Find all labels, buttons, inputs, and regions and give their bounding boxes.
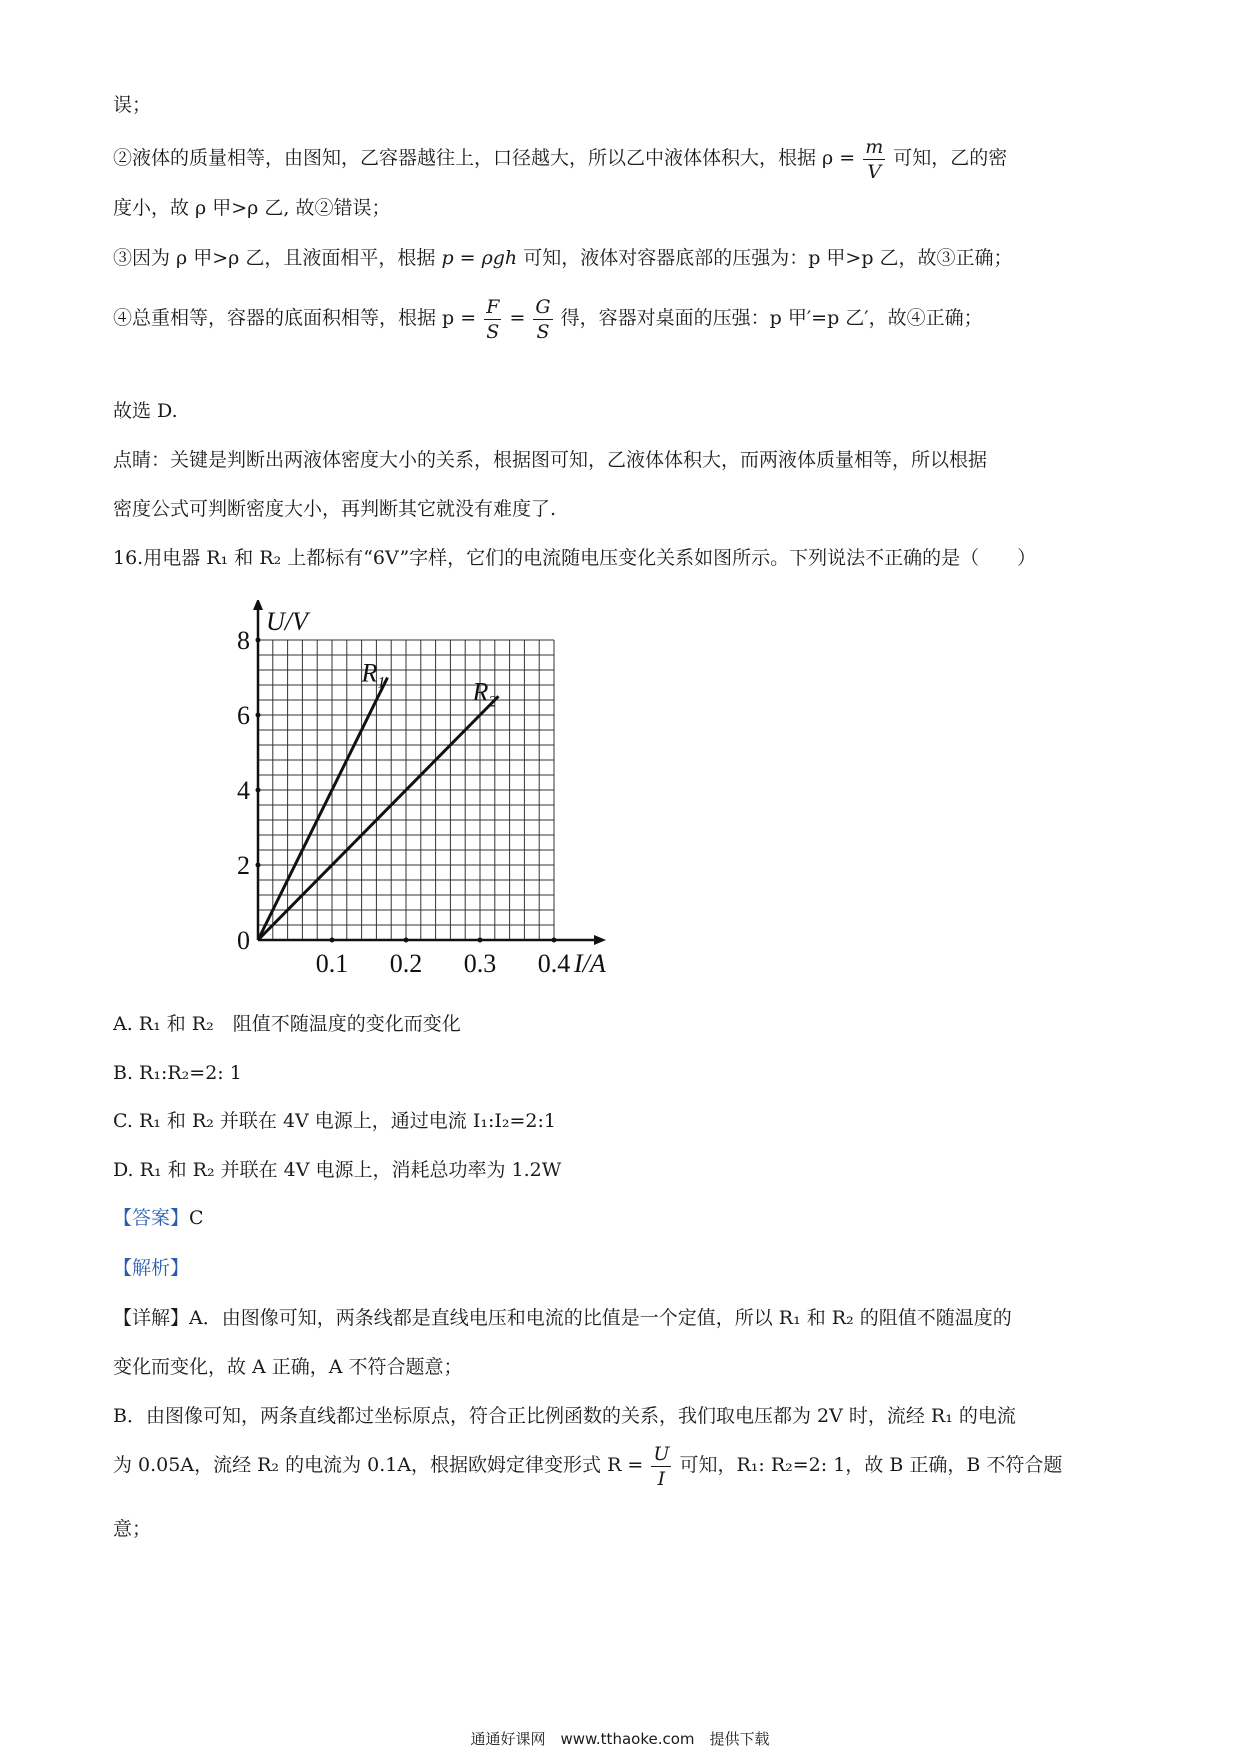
option-a: A. R₁ 和 R₂ 阻值不随温度的变化而变化	[113, 1013, 461, 1035]
fraction-f-over-s	[484, 295, 501, 344]
y-axis-arrow	[253, 600, 263, 610]
fraction-numerator: F	[486, 295, 500, 318]
fraction-denominator: I	[657, 1467, 666, 1490]
y-axis-label: U/V	[266, 607, 308, 636]
y-tick-label: 8	[237, 626, 250, 655]
text-line-3: 度小，故 ρ 甲>ρ 乙, 故②错误；	[113, 197, 391, 219]
answer-label: 【答案】	[113, 1207, 190, 1229]
y-tick-label: 4	[237, 776, 250, 805]
text-line-2a: ②液体的质量相等，由图知，乙容器越往上，口径越大，所以乙中液体体积大，根据 ρ =	[113, 147, 856, 169]
detail-line-1: 【详解】A．由图像可知，两条线都是直线电压和电流的比值是一个定值，所以 R₁ 和 R₂ 的阻值不随温度的	[113, 1307, 1012, 1329]
chart-labels	[237, 607, 606, 978]
x-tick-mark	[478, 938, 483, 943]
chart-series	[258, 678, 499, 941]
text-line-6: 故选 D.	[113, 400, 178, 422]
y-tick-label: 0	[237, 926, 250, 955]
answer-value: C	[189, 1207, 204, 1229]
x-tick-mark	[330, 938, 335, 943]
detail-line-3: B．由图像可知，两条直线都过坐标原点，符合正比例函数的关系，我们取电压都为 2V 时，流经 R₁ 的电流	[113, 1405, 1016, 1427]
series-label-r1: $R_1$	[361, 658, 386, 692]
fraction-g-over-s	[533, 295, 552, 344]
text-line-2	[113, 133, 1007, 184]
text-line-5b: 得，容器对桌面的压强：p 甲′=p 乙′，故④正确；	[560, 307, 983, 329]
y-tick-mark	[256, 788, 261, 793]
fraction-denominator: S	[486, 320, 500, 343]
series-line-r1	[258, 678, 388, 941]
fraction-u-over-i	[651, 1442, 671, 1491]
detail-line-4a: 为 0.05A，流经 R₂ 的电流为 0.1A，根据欧姆定律变形式 R =	[113, 1454, 644, 1476]
y-tick-label: 6	[237, 701, 250, 730]
x-tick-label: 0.2	[389, 949, 423, 978]
y-tick-label: 2	[237, 851, 250, 880]
text-line-2b: 可知，乙的密	[893, 147, 1008, 169]
x-tick-label: 0.3	[463, 949, 497, 978]
detail-line-5: 意；	[113, 1518, 152, 1540]
fraction-numerator: U	[653, 1442, 670, 1465]
formula-pgh: p = ρgh	[441, 247, 518, 269]
detail-line-2: 变化而变化，故 A 正确，A 不符合题意；	[113, 1356, 463, 1378]
y-tick-mark	[256, 863, 261, 868]
x-axis-label: I/A	[574, 949, 606, 978]
detail-line-4	[113, 1440, 1062, 1491]
y-tick-mark	[256, 713, 261, 718]
text-line-1: 误；	[113, 94, 152, 116]
detail-line-4b: 可知，R₁: R₂=2: 1，故 B 正确，B 不符合题	[679, 1454, 1063, 1476]
x-tick-label: 0.4	[537, 949, 571, 978]
x-tick-mark	[404, 938, 409, 943]
option-b: B. R₁:R₂=2: 1	[113, 1062, 242, 1084]
text-line-4b: 可知，液体对容器底部的压强为：p 甲>p 乙，故③正确；	[523, 247, 1013, 269]
u-i-chart	[220, 600, 640, 1000]
fraction-denominator: S	[536, 320, 550, 343]
text-line-7: 点睛：关键是判断出两液体密度大小的关系，根据图可知，乙液体体积大，而两液体质量相等，所以根据	[113, 449, 988, 471]
y-tick-mark	[256, 638, 261, 643]
series-label-r2: $R_2$	[472, 677, 497, 711]
text-line-4a: ③因为 ρ 甲>ρ 乙，且液面相平，根据	[113, 247, 436, 269]
option-d: D. R₁ 和 R₂ 并联在 4V 电源上，消耗总功率为 1.2W	[113, 1159, 562, 1181]
text-line-5a: ④总重相等，容器的底面积相等，根据 p =	[113, 307, 477, 329]
analysis-label: 【解析】	[113, 1257, 190, 1279]
answer-line	[113, 1205, 204, 1231]
text-line-5	[113, 293, 983, 344]
equals-sign: =	[509, 307, 526, 329]
text-line-8: 密度公式可判断密度大小，再判断其它就没有难度了.	[113, 498, 557, 520]
fraction-m-over-v	[863, 135, 885, 184]
fraction-numerator: m	[865, 135, 884, 158]
x-axis-arrow	[594, 935, 606, 945]
text-line-4	[113, 245, 1013, 271]
question-16: 16.用电器 R₁ 和 R₂ 上都标有“6V”字样，它们的电流随电压变化关系如图所示。下列说法不正确的是（ ）	[113, 547, 1037, 569]
fraction-denominator: V	[867, 160, 882, 183]
footer-watermark: 通通好课网 www.tthaoke.com 提供下载	[470, 1730, 770, 1748]
option-c: C. R₁ 和 R₂ 并联在 4V 电源上，通过电流 I₁:I₂=2:1	[113, 1110, 556, 1132]
series-line-r2	[258, 696, 499, 940]
fraction-numerator: G	[535, 295, 551, 318]
x-tick-label: 0.1	[315, 949, 349, 978]
x-tick-mark	[552, 938, 557, 943]
